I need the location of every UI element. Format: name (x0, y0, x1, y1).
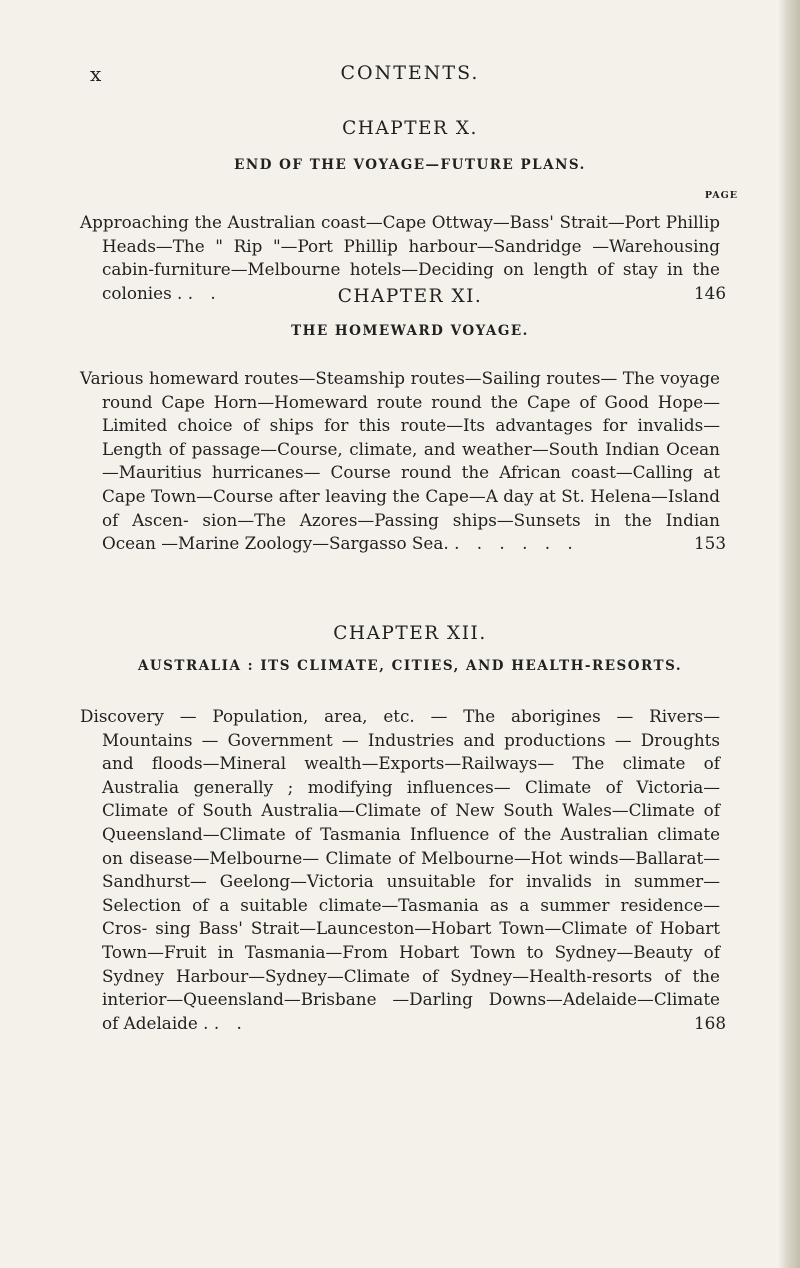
page-number: 153 (693, 533, 726, 554)
page-edge-shadow (778, 0, 800, 1268)
dot-leader: . . (187, 282, 222, 303)
summary-text: Discovery — Population, area, etc. — The aborigines — Rivers— Mountains — Government — Industries and productions — Droughts and floods—Mineral wealth—Exports—Railways— The climate of Australia generally ; modifying influences— Climate of Victoria—Climate of South Australia—Climate of New South Wales—Climate of Queensland—Climate of Tasmania Influence of the Australian climate on disease—Melbourne— Climate of Melbourne—Hot winds—Ballarat—Sandhurst— Geelong—Victoria unsuitable for invalids in summer—Selection of a suitable climate—Tasmania as a summer residence—Cros- sing Bass' Strait—Launceston—Hobart Town—Climate of Hobart Town—Fruit in Tasmania—From Hobart Town to Sydney—Beauty of Sydney Harbour—Sydney—Climate of Sydney—Health-resorts of the interior—Queensland—Brisbane —Darling Downs—Adelaide—Climate of Adelaide . (80, 706, 720, 1033)
summary-text: Various homeward routes—Steamship routes—Sailing routes— The voyage round Cape Horn—Homeward route round the Cape of Good Hope—Limited choice of ships for this route—Its advantages for invalids—Length of passage—Course, climate, and weather—South Indian Ocean—Mauritius hurricanes— Course round the African coast—Calling at Cape Town—Course after leaving the Cape—A day at St. Helena—Island of Ascen- sion—The Azores—Passing ships—Sunsets in the Indian Ocean —Marine Zoology—Sargasso Sea. (80, 368, 720, 554)
chapter-subtitle: THE HOMEWARD VOYAGE. (291, 323, 529, 339)
dot-leader: . . . . . . (454, 533, 579, 554)
chapter-subtitle: END OF THE VOYAGE—FUTURE PLANS. (234, 157, 586, 173)
chapter-summary (80, 367, 720, 556)
page-number: 146 (693, 282, 726, 303)
chapter-xii (80, 623, 730, 1253)
chapter-entry (80, 705, 726, 1035)
dot-leader: . . (213, 1012, 248, 1033)
summary-text: Approaching the Australian coast—Cape Ottway—Bass' Strait—Port Phillip Heads—The " Rip "—Port Phillip harbour—Sandridge —Warehousing cabin-furniture—Melbourne hotels—Deciding on length of stay in the colonies . (80, 212, 720, 303)
page-folio: x (90, 62, 103, 86)
chapter-heading: CHAPTER XII. (333, 623, 487, 644)
page-column-label: PAGE (704, 190, 738, 201)
chapter-summary (80, 705, 720, 1035)
page-number: 168 (693, 1012, 726, 1033)
chapter-subtitle: AUSTRALIA : ITS CLIMATE, CITIES, AND HEALTH-RESORTS. (137, 658, 683, 674)
running-head (90, 62, 730, 86)
running-title: CONTENTS. (340, 62, 480, 84)
chapter-heading: CHAPTER X. (342, 118, 478, 139)
chapter-entry (80, 367, 726, 556)
chapter-heading: CHAPTER XI. (337, 286, 483, 307)
